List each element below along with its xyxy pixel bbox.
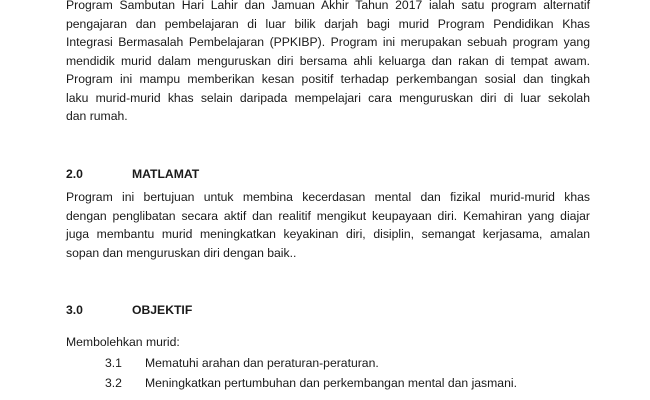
intro-line: pengajaran dan pembelajaran di luar bilik darjah bagi murid Program Pendidikan Khas xyxy=(66,16,590,31)
matlamat-line: Program ini bertujuan untuk membina kecerdasan mental dan fizikal murid-murid khas xyxy=(66,190,590,204)
section-number: 3.0 xyxy=(66,303,83,317)
intro-line: Integrasi Bermasalah Pembelajaran (PPKIBP). Program ini merupakan sebuah program yang xyxy=(66,35,590,49)
item-number: 3.2 xyxy=(105,376,122,390)
intro-line: laku murid-murid khas selain daripada mempelajari cara menguruskan diri di luar sekolah xyxy=(66,90,590,105)
intro-line: Program ini mampu memberikan kesan positif terhadap perkembangan sosial dan tingkah xyxy=(66,72,590,86)
objektif-intro: Membolehkan murid: xyxy=(66,335,180,349)
section-heading-objektif xyxy=(66,302,192,318)
section-title: OBJEKTIF xyxy=(132,303,193,317)
objektif-item xyxy=(105,375,517,391)
matlamat-paragraph xyxy=(66,188,590,262)
intro-line: Program Sambutan Hari Lahir dan Jamuan Akhir Tahun 2017 ialah satu program alternatif xyxy=(66,0,590,12)
item-number: 3.1 xyxy=(105,356,122,370)
intro-line: mendidik murid dalam menguruskan diri bersama ahli keluarga dan rakan di tempat awam. xyxy=(66,53,590,68)
intro-line: dan rumah. xyxy=(66,109,128,123)
matlamat-line: dengan penglibatan secara aktif dan realitif mengikut keupayaan diri. Kemahiran yang diajar xyxy=(66,208,590,223)
section-title: MATLAMAT xyxy=(132,167,200,181)
section-heading-matlamat xyxy=(66,166,199,182)
objektif-item xyxy=(105,355,379,371)
matlamat-line: juga membantu murid meningkatkan keyakinan diri, disiplin, semangat kerjasama, amalan xyxy=(66,227,590,241)
item-text: Meningkatkan pertumbuhan dan perkembangan mental dan jasmani. xyxy=(145,376,517,390)
section-number: 2.0 xyxy=(66,167,83,181)
intro-paragraph xyxy=(66,0,590,126)
matlamat-line: sopan dan menguruskan diri dengan baik.. xyxy=(66,245,297,260)
item-text: Mematuhi arahan dan peraturan-peraturan. xyxy=(145,356,379,370)
